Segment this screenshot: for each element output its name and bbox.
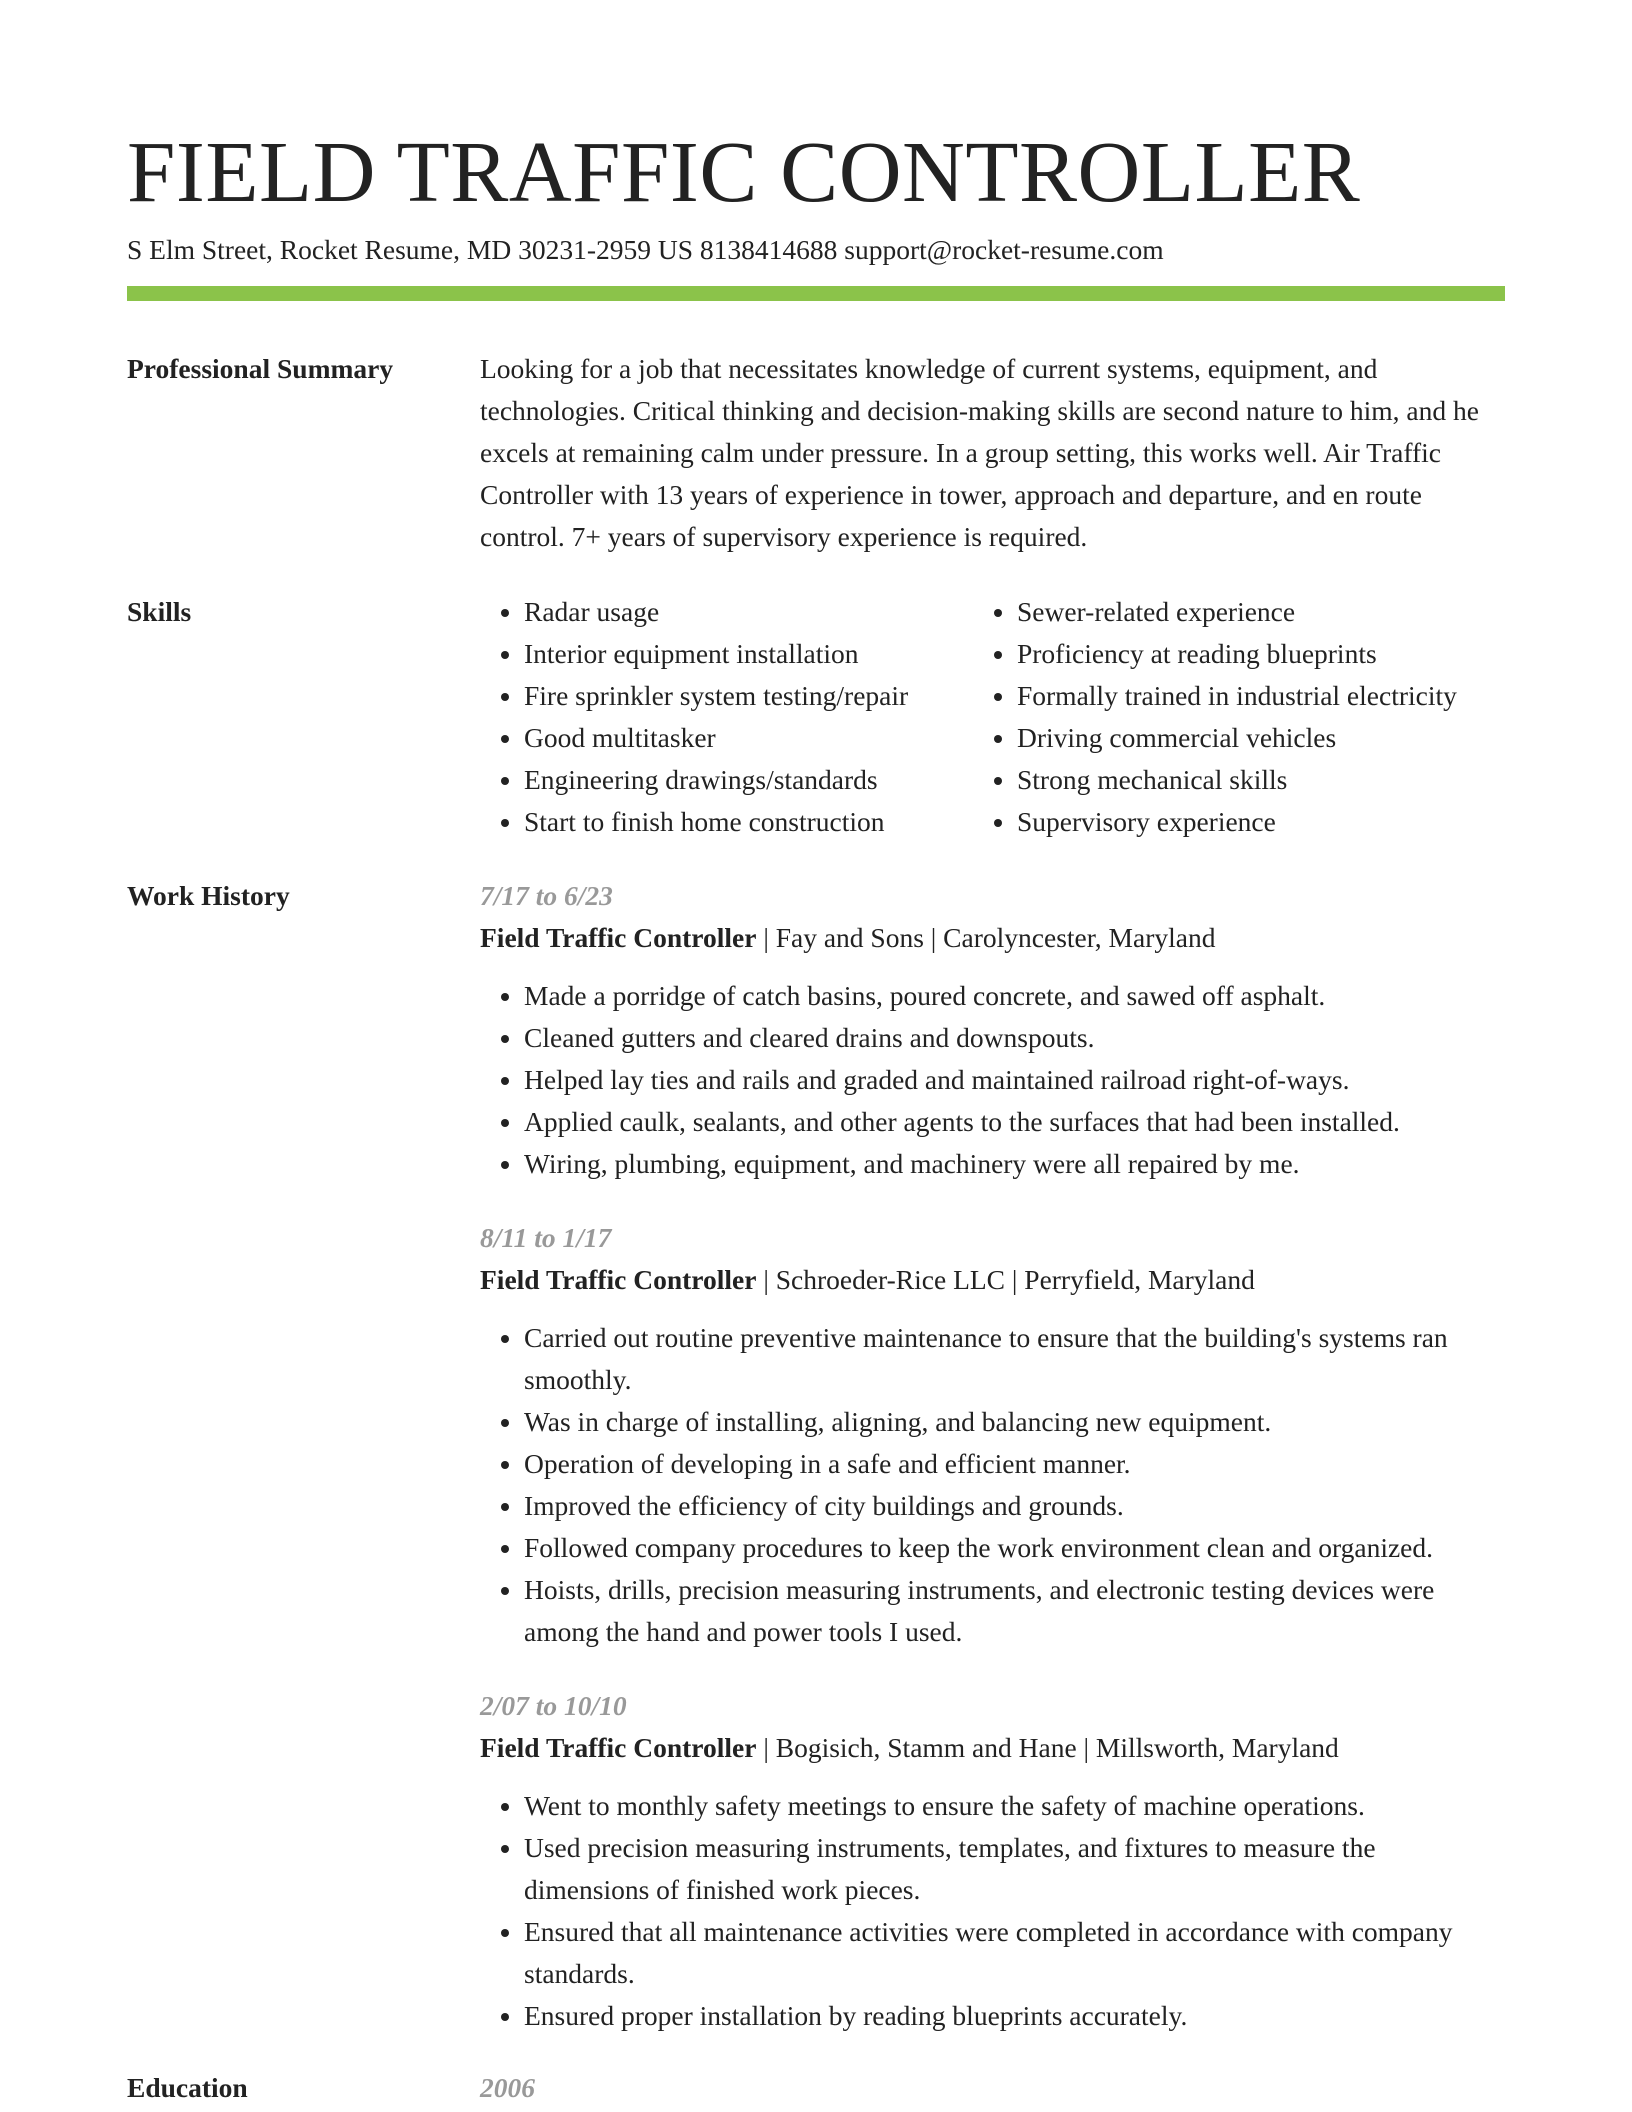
job-entry — [480, 1217, 1505, 1653]
skill-item: • Engineering drawings/standards — [524, 759, 973, 801]
job-title-line — [480, 1259, 1505, 1301]
job-details: | Fay and Sons | Carolyncester, Maryland — [756, 922, 1216, 953]
skill-item: • Interior equipment installation — [524, 633, 973, 675]
job-title: Field Traffic Controller — [480, 922, 757, 953]
job-dates: 2/07 to 10/10 — [480, 1690, 627, 1721]
job-details: | Schroeder-Rice LLC | Perryfield, Maryland — [756, 1264, 1255, 1295]
job-dates: 8/11 to 1/17 — [480, 1222, 612, 1253]
job-bullets — [480, 1317, 1505, 1653]
job-bullet: • Made a porridge of catch basins, poured concrete, and sawed off asphalt. — [524, 975, 1505, 1017]
skill-item: • Formally trained in industrial electricity — [1017, 675, 1505, 717]
skill-item: • Sewer-related experience — [1017, 591, 1505, 633]
skill-item: • Fire sprinkler system testing/repair — [524, 675, 973, 717]
section-work-history — [127, 875, 1505, 2067]
job-bullet: • Cleaned gutters and cleared drains and downspouts. — [524, 1017, 1505, 1059]
job-bullet: • Improved the efficiency of city buildings and grounds. — [524, 1485, 1505, 1527]
job-bullet: • Hoists, drills, precision measuring instruments, and electronic testing devices were among the hand and power tools I used. — [524, 1569, 1505, 1653]
skills-body — [480, 591, 1505, 843]
summary-body — [480, 348, 1505, 558]
skill-item: • Good multitasker — [524, 717, 973, 759]
job-bullets — [480, 975, 1505, 1185]
job-bullets — [480, 1785, 1505, 2037]
summary-text: Looking for a job that necessitates knowledge of current systems, equipment, and technologies. Critical thinking and decision-making skills are second nature to him, and he excels at remaining calm under pressure. In a group setting, this works well. Air Traffic Controller with 13 years of experience in tower, approach and departure, and en route control. 7+ years of supervisory experience is required. — [480, 353, 1479, 552]
section-skills — [127, 591, 1505, 843]
job-details: | Bogisich, Stamm and Hane | Millsworth, Maryland — [756, 1732, 1339, 1763]
section-label-work-history: Work History — [127, 880, 290, 911]
section-label-education: Education — [127, 2072, 248, 2103]
job-entry — [480, 1685, 1505, 2037]
skill-item: • Strong mechanical skills — [1017, 759, 1505, 801]
section-label-skills: Skills — [127, 596, 192, 627]
accent-divider — [127, 286, 1505, 301]
section-summary — [127, 348, 1505, 558]
candidate-name: FIELD TRAFFIC CONTROLLER — [127, 123, 1361, 220]
skill-item: • Proficiency at reading blueprints — [1017, 633, 1505, 675]
job-title: Field Traffic Controller — [480, 1732, 757, 1763]
job-bullet: • Was in charge of installing, aligning, and balancing new equipment. — [524, 1401, 1505, 1443]
job-bullet: • Helped lay ties and rails and graded and maintained railroad right-of-ways. — [524, 1059, 1505, 1101]
job-bullet: • Wiring, plumbing, equipment, and machinery were all repaired by me. — [524, 1143, 1505, 1185]
education-date: 2006 — [480, 2072, 535, 2103]
skills-column-2 — [973, 591, 1505, 843]
section-education — [127, 2067, 1505, 2109]
job-title-line — [480, 917, 1505, 959]
job-bullet: • Used precision measuring instruments, templates, and fixtures to measure the dimensions of finished work pieces. — [524, 1827, 1505, 1911]
section-label-summary: Professional Summary — [127, 353, 394, 384]
work-history-body — [480, 875, 1505, 2067]
skill-item: • Start to finish home construction — [524, 801, 973, 843]
job-title-line — [480, 1727, 1505, 1769]
job-title: Field Traffic Controller — [480, 1264, 757, 1295]
skills-column-1 — [480, 591, 973, 843]
skill-item: • Radar usage — [524, 591, 973, 633]
job-bullet: • Carried out routine preventive maintenance to ensure that the building's systems ran smoothly. — [524, 1317, 1505, 1401]
job-bullet: • Ensured that all maintenance activities were completed in accordance with company standards. — [524, 1911, 1505, 1995]
education-body — [480, 2067, 1505, 2109]
skill-item: • Driving commercial vehicles — [1017, 717, 1505, 759]
contact-line: S Elm Street, Rocket Resume, MD 30231-2959 US 8138414688 support@rocket-resume.com — [127, 234, 1164, 265]
job-entry — [480, 875, 1505, 1185]
job-bullet: • Went to monthly safety meetings to ensure the safety of machine operations. — [524, 1785, 1505, 1827]
job-bullet: • Followed company procedures to keep the work environment clean and organized. — [524, 1527, 1505, 1569]
job-bullet: • Ensured proper installation by reading blueprints accurately. — [524, 1995, 1505, 2037]
resume-content — [127, 348, 1505, 2109]
job-dates: 7/17 to 6/23 — [480, 880, 613, 911]
job-bullet: • Applied caulk, sealants, and other agents to the surfaces that had been installed. — [524, 1101, 1505, 1143]
skill-item: • Supervisory experience — [1017, 801, 1505, 843]
job-bullet: • Operation of developing in a safe and efficient manner. — [524, 1443, 1505, 1485]
